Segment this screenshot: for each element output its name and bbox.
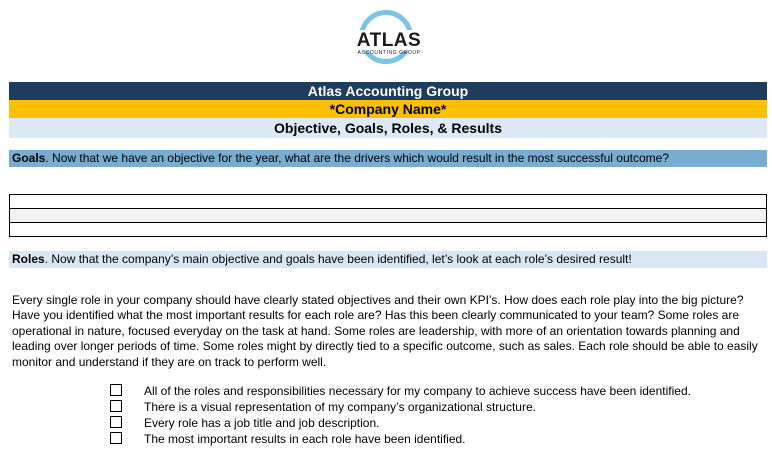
company-name-placeholder[interactable]: *Company Name* [9, 100, 767, 118]
goals-entry-row[interactable] [9, 195, 767, 209]
checklist-item-label: Every role has a job title and job description. [144, 416, 380, 430]
atlas-logo [356, 8, 422, 72]
goals-heading [9, 150, 767, 167]
checkbox[interactable] [110, 400, 122, 412]
checklist-item [110, 431, 770, 447]
checklist-item-label: All of the roles and responsibilities necessary for my company to achieve success have been identified. [144, 384, 691, 398]
goals-entry-table [9, 194, 767, 237]
org-name-header: Atlas Accounting Group [9, 82, 767, 100]
roles-heading [9, 251, 767, 268]
goals-prompt: . Now that we have an objective for the year, what are the drivers which would result in the most successful outcome? [45, 151, 670, 165]
checkbox[interactable] [110, 384, 122, 396]
checklist-item [110, 383, 770, 399]
checklist-item [110, 399, 770, 415]
document-title: Objective, Goals, Roles, & Results [9, 118, 767, 138]
goals-entry-row[interactable] [9, 209, 767, 223]
roles-paragraph: Every single role in your company should have clearly stated objectives and their own KPI’s. How does each role play into the big picture? Have you identified what the most important results for each role are? Has this been clearly communicated to your team? Some roles are operational in nature, focused everyday on the task at hand. Some roles are leadership, with more of an orientation towards planning and leading over longer periods of time. Some roles might by directly tied to a specific outcome, such as sales. Each role should be able to easily monitor and understand if they are on track to perform well. [12, 293, 758, 369]
checkbox[interactable] [110, 416, 122, 428]
checklist-item [110, 415, 770, 431]
roles-label: Roles [12, 252, 45, 266]
checkbox[interactable] [110, 432, 122, 444]
roles-prompt: . Now that the company’s main objective and goals have been identified, let’s look at each role’s desired result! [44, 252, 632, 266]
goals-label: Goals [12, 151, 46, 165]
logo-wordmark: ATLAS [356, 30, 422, 51]
logo-subtitle: ACCOUNTING GROUP [357, 50, 421, 56]
checklist-item-label: There is a visual representation of my company’s organizational structure. [144, 400, 536, 414]
goals-entry-row[interactable] [9, 223, 767, 237]
roles-checklist [110, 383, 770, 447]
checklist-item-label: The most important results in each role have been identified. [144, 432, 466, 446]
